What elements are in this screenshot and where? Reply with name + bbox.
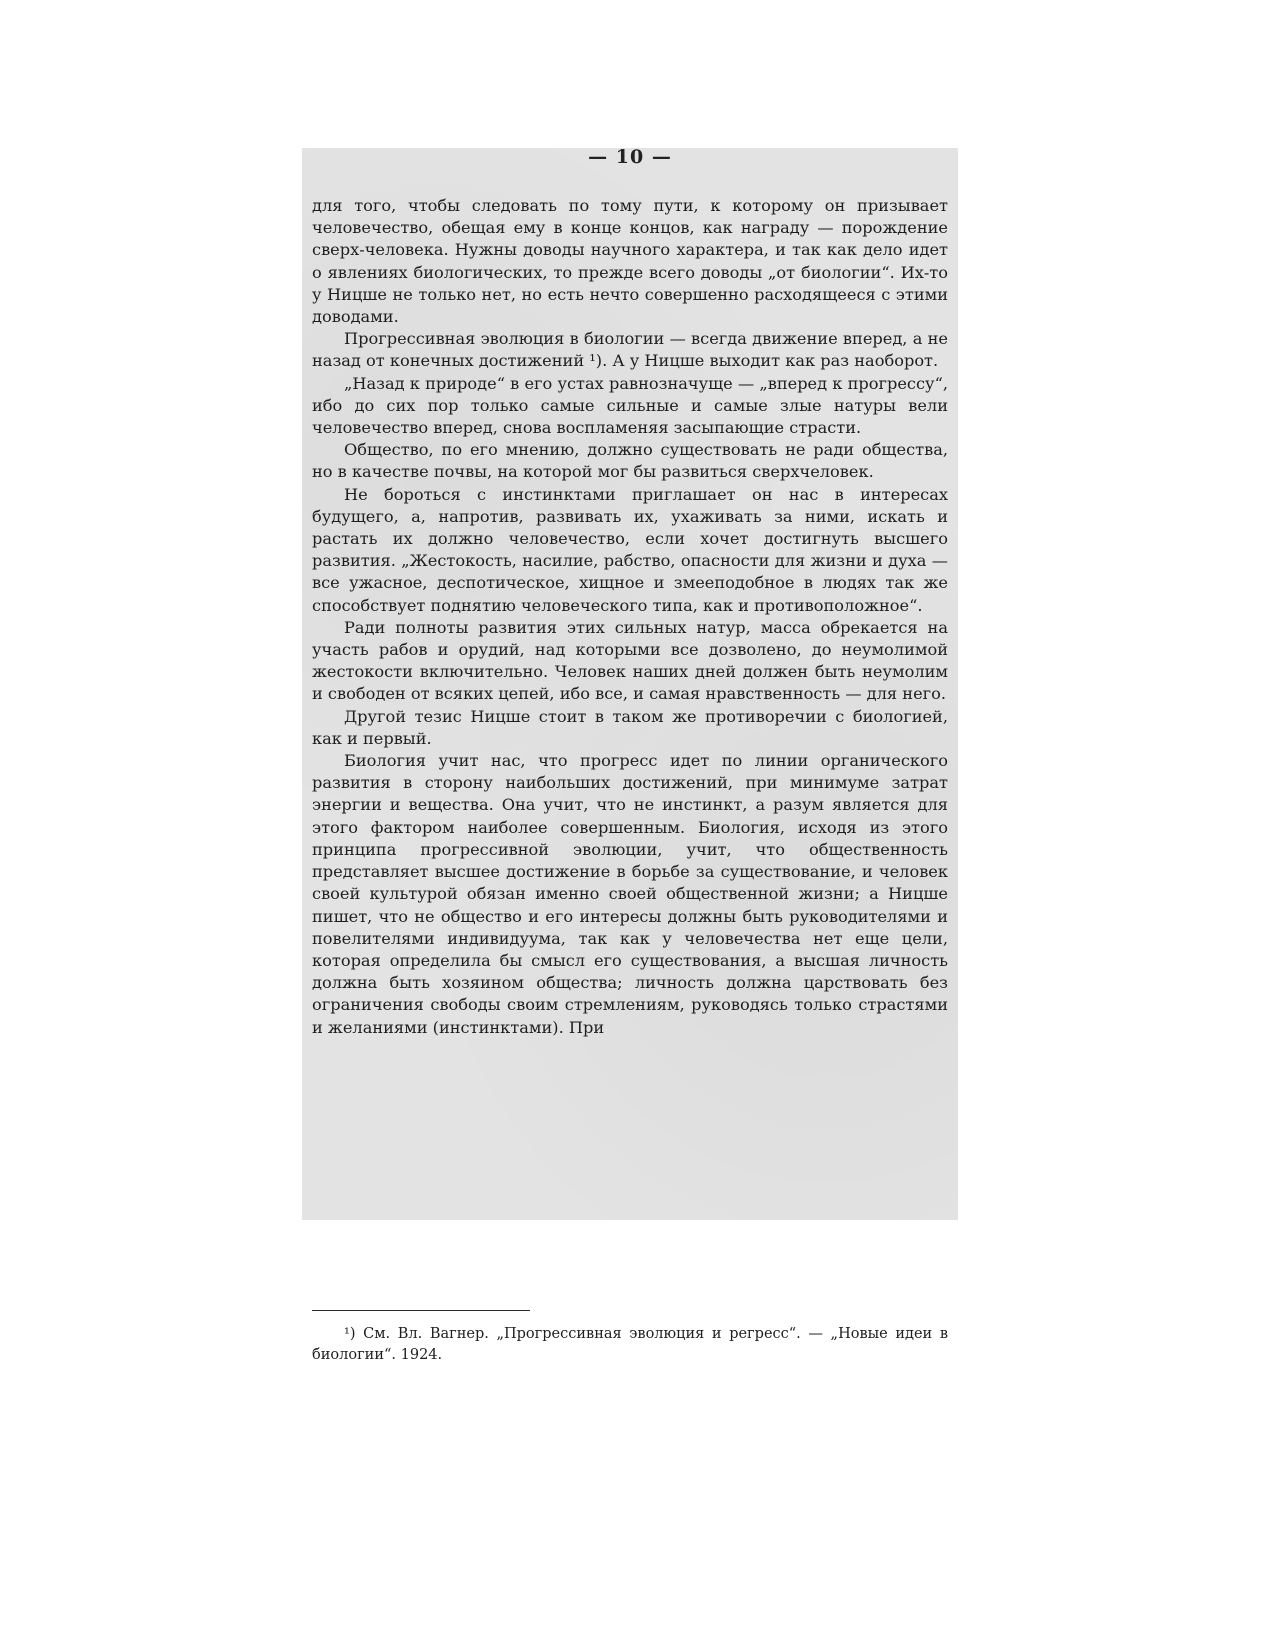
- paragraph: для того, чтобы следовать по тому пути, к которому он призывает человечество, обещая ему в конце концов, как награду — порождение сверх-человека. Нужны доводы научного характера, и так как дело идет о явлениях биологических, то прежде всего доводы „от биологии“. Их-то у Ницше не только нет, но есть нечто совершенно расходящееся с этими доводами.: [312, 196, 948, 327]
- footnote-divider: [312, 1310, 530, 1311]
- body-text: [312, 195, 948, 1039]
- paragraph: Общество, по его мнению, должно существовать не ради общества, но в качестве почвы, на которой мог бы развиться сверхчеловек.: [312, 440, 948, 482]
- paragraph: Не бороться с инстинктами приглашает он нас в интересах будущего, а, напротив, развивать их, ухаживать за ними, искать и растать их должно человечество, если хочет достигнуть высшего развития. „Жестокость, насилие, рабство, опасности для жизни и духа — все ужасное, деспотическое, хищное и змееподобное в людях так же способствует поднятию человеческого типа, как и противоположное“.: [312, 484, 948, 615]
- scanned-page: [302, 146, 958, 1363]
- paragraph: Другой тезис Ницше стоит в таком же противоречии с биологией, как и первый.: [312, 706, 948, 748]
- paragraph: Ради полноты развития этих сильных натур, масса обрекается на участь рабов и орудий, над которыми все дозволено, до неумолимой жестокости включительно. Человек наших дней должен быть неумолим и свободен от всяких цепей, ибо все, и самая нравственность — для него.: [312, 617, 948, 704]
- paragraph: Биология учит нас, что прогресс идет по линии органического развития в сторону наибольших достижений, при минимуме затрат энергии и вещества. Она учит, что не инстинкт, а разум является для этого фактором наиболее совершенным. Биология, исходя из этого принципа прогрессивной эволюции, учит, что общественность представляет высшее достижение в борьбе за существование, и человек своей культурой обязан именно своей общественной жизни; а Ницше пишет, что не общество и его интересы должны быть руководителями и повелителями индивидуума, так как у человечества нет еще цели, которая определила бы смысл его существования, а высшая личность должна быть хозяином общества; личность должна царствовать без ограничения свободы своим стремлениям, руководясь только страстями и желаниями (инстинктами). При: [312, 751, 948, 1037]
- paragraph: Прогрессивная эволюция в биологии — всегда движение вперед, а не назад от конечных достижений ¹). А у Ницше выходит как раз наоборот.: [312, 329, 948, 371]
- page-number: — 10 —: [588, 146, 672, 168]
- paragraph: „Назад к природе“ в его устах равнозначуще — „вперед к прогрессу“, ибо до сих пор только самые сильные и самые злые натуры вели человечество вперед, снова воспламеняя засыпающие страсти.: [312, 373, 948, 438]
- footnote: ¹) См. Вл. Вагнер. „Прогрессивная эволюция и регресс“. — „Новые идеи в биологии“. 1924.: [312, 1326, 948, 1363]
